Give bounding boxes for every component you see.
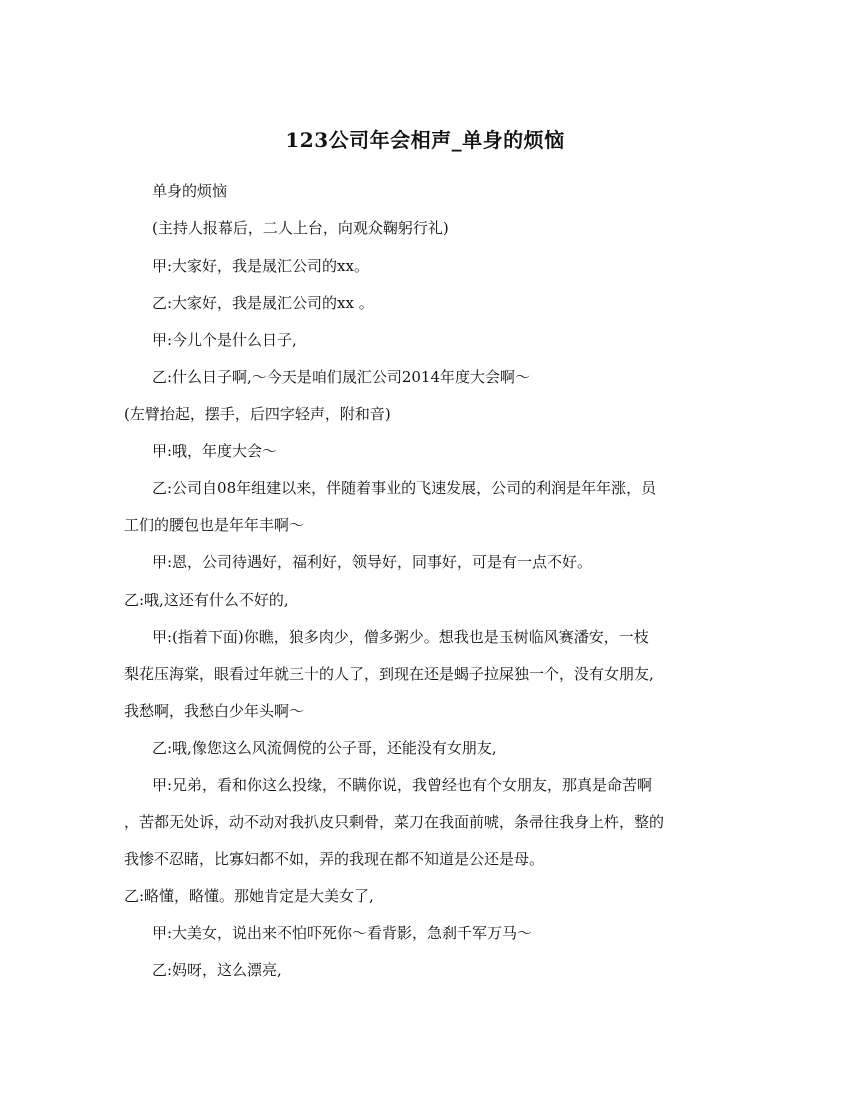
body-line: 乙:大家好，我是晟汇公司的xx 。 <box>152 294 374 312</box>
body-line: 梨花压海棠，眼看过年就三十的人了，到现在还是蝎子拉屎独一个，没有女朋友, <box>124 665 654 683</box>
body-line: 甲:大家好，我是晟汇公司的xx。 <box>152 257 369 275</box>
body-line: 我愁啊，我愁白少年头啊～ <box>124 702 305 720</box>
body-line: 甲:兄弟，看和你这么投缘，不瞒你说，我曾经也有个女朋友，那真是命苦啊 <box>152 776 653 794</box>
document-title: 123公司年会相声_单身的烦恼 <box>285 128 565 152</box>
body-line: 乙:略懂，略懂。那她肯定是大美女了, <box>124 887 374 905</box>
body-line: 甲:今儿个是什么日子, <box>152 331 297 349</box>
body-line: 乙:哦,像您这么风流倜傥的公子哥，还能没有女朋友, <box>152 739 497 757</box>
body-line: (主持人报幕后，二人上台，向观众鞠躬行礼) <box>152 219 449 237</box>
body-line: (左臂抬起，摆手，后四字轻声，附和音) <box>124 405 391 423</box>
body-line: 单身的烦恼 <box>152 182 228 200</box>
body-line: 甲:大美女，说出来不怕吓死你～看背影，急刹千军万马～ <box>152 924 533 942</box>
body-line: 乙:妈呀，这么漂亮, <box>152 961 282 979</box>
body-line: 乙:公司自08年组建以来，伴随着事业的飞速发展，公司的利润是年年涨，员 <box>152 479 657 497</box>
body-line: ，苦都无处诉，动不动对我扒皮只剩骨，菜刀在我面前唬，条帚往我身上杵，整的 <box>124 813 665 831</box>
body-line: 工们的腰包也是年年丰啊～ <box>124 516 305 534</box>
body-line: 乙:哦,这还有什么不好的, <box>124 591 289 609</box>
body-line: 我惨不忍睹，比寡妇都不如，弄的我现在都不知道是公还是母。 <box>124 850 545 868</box>
body-line: 甲:哦，年度大会～ <box>152 442 278 460</box>
body-line: 乙:什么日子啊,～今天是咱们晟汇公司2014年度大会啊～ <box>152 368 530 386</box>
body-line: 甲:恩，公司待遇好，福利好，领导好，同事好，可是有一点不好。 <box>152 553 593 571</box>
body-line: 甲:(指着下面)你瞧，狼多肉少，僧多粥少。想我也是玉树临风赛潘安，一枝 <box>152 628 649 646</box>
